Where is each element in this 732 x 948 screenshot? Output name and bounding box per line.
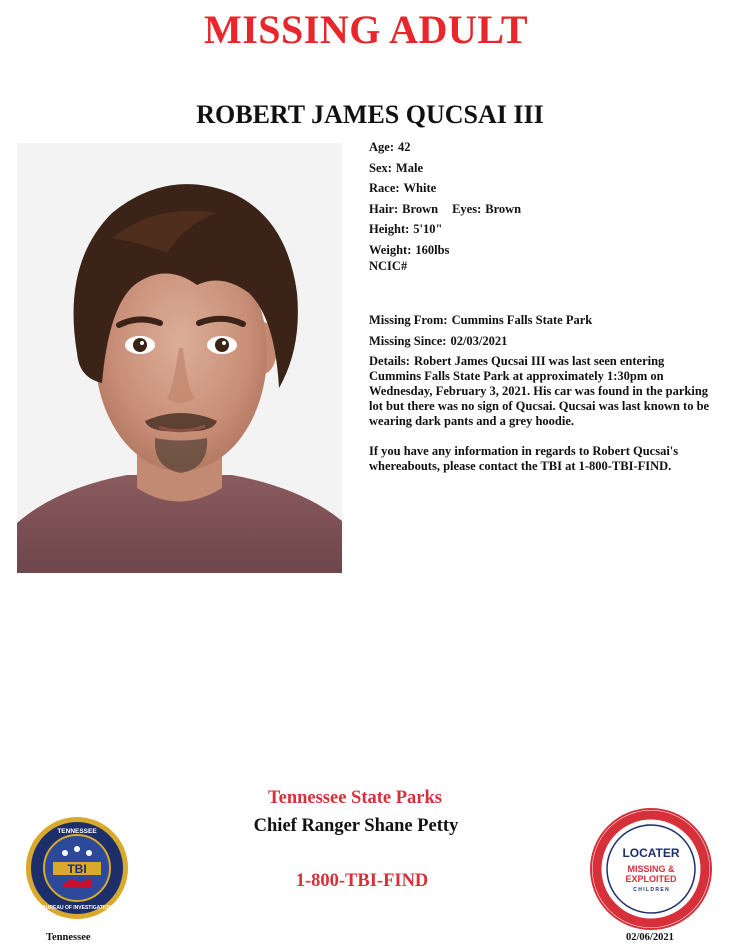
eyes-value: Brown — [485, 201, 522, 216]
tbi-seal-icon — [25, 816, 129, 920]
race-label: Race: — [369, 181, 400, 195]
details-paragraph — [369, 354, 719, 429]
details-text: Robert James Qucsai III was last seen entering Cummins Falls State Park at approximately 1:30pm on Wednesday, February 3, 2021. His car was found in the parking lot but there was no sign of Qucsai. Qucsai was last known to be wearing dark pants and a grey hoodie. — [369, 354, 710, 428]
svg-text:MISSING &: MISSING & — [627, 864, 675, 874]
weight-row — [369, 243, 719, 259]
missing-from-row — [369, 313, 719, 334]
contact-paragraph: If you have any information in regards to Robert Qucsai's whereabouts, please contact the TBI at 1-800-TBI-FIND. — [369, 444, 679, 473]
subject-details — [369, 140, 719, 474]
eyes-label: Eyes: — [452, 201, 482, 216]
subject-name: ROBERT JAMES QUCSAI III — [196, 100, 544, 129]
svg-text:LOCATER: LOCATER — [622, 846, 680, 860]
flyer-date: 02/06/2021 — [626, 932, 674, 943]
missing-since-label: Missing Since: — [369, 333, 447, 348]
race-row — [369, 181, 719, 202]
height-value: 5'10" — [413, 222, 443, 236]
height-label: Height: — [369, 222, 410, 236]
tip-line-phone: 1-800-TBI-FIND — [295, 871, 429, 891]
age-row — [369, 140, 719, 161]
hair-eyes-row — [369, 202, 719, 223]
sex-row — [369, 161, 719, 182]
svg-text:EXPLOITED: EXPLOITED — [625, 874, 677, 884]
svg-text:TBI: TBI — [67, 862, 87, 876]
subject-photo — [17, 143, 342, 573]
locater-logo-icon — [590, 808, 712, 930]
weight-value: 160lbs — [415, 242, 450, 257]
height-row — [369, 222, 719, 243]
svg-text:BUREAU OF INVESTIGATION: BUREAU OF INVESTIGATION — [42, 905, 112, 911]
hair-value: Brown — [402, 201, 439, 216]
svg-text:TENNESSEE: TENNESSEE — [57, 828, 97, 835]
age-label: Age: — [369, 140, 394, 154]
flyer-headline: MISSING ADULT — [203, 7, 529, 52]
organization-name: Tennessee State Parks — [267, 788, 443, 808]
weight-label: Weight: — [369, 242, 412, 257]
sex-label: Sex: — [369, 160, 392, 175]
sex-value: Male — [395, 160, 423, 175]
age-value: 42 — [398, 140, 411, 154]
hair-label: Hair: — [369, 201, 399, 216]
contact-person: Chief Ranger Shane Petty — [253, 816, 459, 836]
ncic-label: NCIC# — [369, 258, 408, 273]
svg-text:C H I L D R E N: C H I L D R E N — [633, 887, 669, 893]
ncic-row — [369, 259, 719, 280]
missing-from-label: Missing From: — [369, 313, 448, 327]
missing-since-row — [369, 334, 719, 355]
race-value: White — [403, 181, 437, 195]
state-label: Tennessee — [46, 932, 91, 943]
missing-from-value: Cummins Falls State Park — [451, 313, 593, 327]
missing-since-value: 02/03/2021 — [450, 333, 508, 348]
details-label: Details: — [369, 354, 410, 368]
portrait-image — [17, 143, 342, 573]
